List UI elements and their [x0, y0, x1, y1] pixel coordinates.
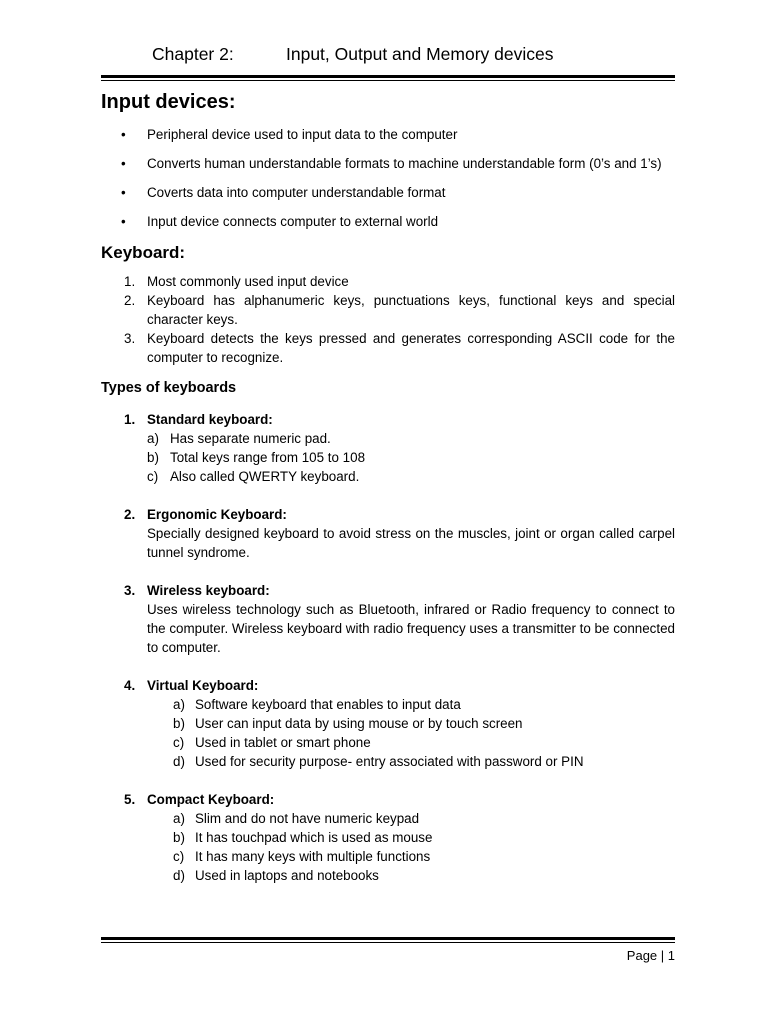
keyboard-heading: Keyboard:: [101, 243, 186, 262]
sub-item: b) User can input data by using mouse or by touch screen: [173, 716, 523, 731]
chapter-title: Input, Output and Memory devices: [286, 44, 554, 64]
keyboard-type-item: 3. Wireless keyboard: Uses wireless technology such as Bluetooth, infrared or Radio frequency to connect to the computer. Wireless keyboard with radio frequency uses a transmitter to be connected to computer.: [124, 583, 675, 655]
bullet-icon: •: [121, 214, 126, 229]
sub-item: d) Used for security purpose- entry associated with password or PIN: [173, 754, 584, 769]
types-heading: Types of keyboards: [101, 380, 237, 396]
type-title: Wireless keyboard:: [147, 583, 270, 598]
page-content: [101, 88, 675, 885]
type-title: Ergonomic Keyboard:: [147, 507, 287, 522]
keyboard-type-item: 4. Virtual Keyboard: a) Software keyboard that enables to input data b) User can input data by using mouse or by touch screen c) Used in tablet or smart phone d) Used for security purpose- entry associated with password or PIN: [101, 676, 675, 771]
list-item: • Converts human understandable formats to machine understandable form (0’s and 1’s): [121, 156, 662, 171]
sub-item: b) It has touchpad which is used as mouse: [173, 830, 433, 845]
keyboard-list: [101, 272, 675, 367]
page-header: [152, 44, 554, 65]
keyboard-type-item: 2. Ergonomic Keyboard: Specially designed keyboard to avoid stress on the muscles, joint or organ called carpel tunnel syndrome.: [124, 507, 675, 560]
bullet-icon: •: [121, 156, 126, 171]
list-item: • Peripheral device used to input data to the computer: [121, 127, 458, 142]
types-list: [101, 410, 675, 885]
list-item: • Coverts data into computer understandable format: [121, 185, 446, 200]
type-title: Compact Keyboard:: [147, 792, 275, 807]
sub-item: a) Slim and do not have numeric keypad: [173, 811, 420, 826]
sub-item: a) Software keyboard that enables to input data: [173, 697, 461, 712]
list-item: 3. Keyboard detects the keys pressed and generates corresponding ASCII code for the computer to recognize.: [124, 331, 675, 365]
type-description: Specially designed keyboard to avoid stress on the muscles, joint or organ called carpel tunnel syndrome.: [147, 526, 675, 560]
sub-item: c) Used in tablet or smart phone: [173, 735, 371, 750]
sub-list: [147, 429, 675, 486]
sub-item: c) Also called QWERTY keyboard.: [147, 469, 360, 484]
list-item: • Input device connects computer to external world: [121, 214, 439, 229]
type-title: Virtual Keyboard:: [147, 678, 259, 693]
sub-list: [147, 809, 675, 885]
sub-item: d) Used in laptops and notebooks: [173, 868, 379, 883]
page-number: Page | 1: [626, 948, 675, 963]
chapter-number: Chapter 2:: [152, 44, 234, 64]
sub-item: c) It has many keys with multiple functions: [173, 849, 431, 864]
bullet-icon: •: [121, 127, 126, 142]
header-rule: [101, 75, 675, 81]
sub-item: a) Has separate numeric pad.: [147, 431, 331, 446]
footer-rule: [101, 937, 675, 943]
sub-list: [147, 695, 675, 771]
bullet-icon: •: [121, 185, 126, 200]
input-devices-list: [101, 125, 675, 231]
list-item: 2. Keyboard has alphanumeric keys, punctuations keys, functional keys and special character keys.: [124, 293, 675, 327]
keyboard-type-item: 5. Compact Keyboard: a) Slim and do not have numeric keypad b) It has touchpad which is used as mouse c) It has many keys with multiple functions d) Used in laptops and notebooks: [101, 790, 675, 885]
list-item: 1. Most commonly used input device: [124, 274, 349, 289]
type-title: Standard keyboard:: [147, 412, 273, 427]
keyboard-type-item: 1. Standard keyboard: a) Has separate numeric pad. b) Total keys range from 105 to 108 c) Also called QWERTY keyboard.: [101, 410, 675, 486]
sub-item: b) Total keys range from 105 to 108: [147, 450, 366, 465]
type-description: Uses wireless technology such as Bluetooth, infrared or Radio frequency to connect to the computer. Wireless keyboard with radio frequency uses a transmitter to be connected to computer.: [147, 602, 675, 655]
input-devices-heading: Input devices:: [101, 91, 236, 113]
